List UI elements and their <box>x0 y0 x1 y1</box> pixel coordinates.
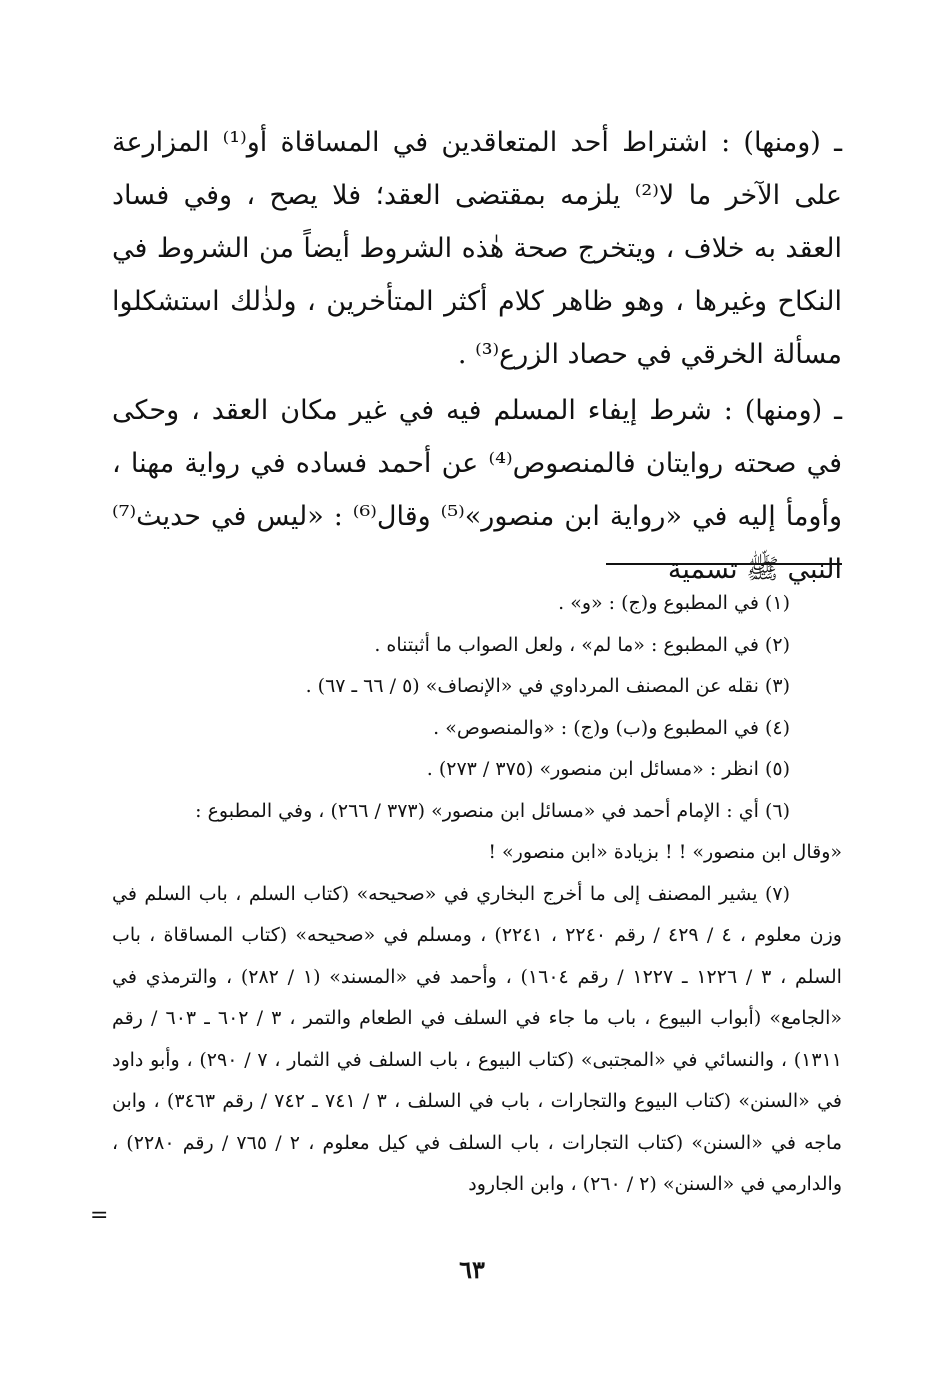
footnote-5: (٥) انظر : «مسائل ابن منصور» (٣٧٥ / ٢٧٣) . <box>426 758 790 780</box>
footnote-3: (٣) نقله عن المصنف المرداوي في «الإنصاف» (٥ / ٦٦ ـ ٦٧) . <box>305 675 790 697</box>
footnote-divider <box>606 563 842 565</box>
paragraph: ـ (ومنها) : اشتراط أحد المتعاقدين في المساقاة أو⁽¹⁾ المزارعة على الآخر ما لا⁽²⁾ يلزمه بمقتضى العقد؛ فلا يصح ، وفي فساد العقد به خلاف ، ويتخرج صحة هٰذه الشروط أيضاً من الشروط في النكاح وغيرها ، وهو ظاهر كلام أكثر المتأخرين ، ولذٰلك استشكلوا مسألة الخرقي في حصاد الزرع⁽³⁾ . <box>112 127 842 370</box>
footnote-6: (٦) أي : الإمام أحمد في «مسائل ابن منصور» (٣٧٣ / ٢٦٦) ، وفي المطبوع : <box>195 799 790 822</box>
footnote-2: (٢) في المطبوع : «ما لم» ، ولعل الصواب ما أثبتناه . <box>374 633 790 656</box>
paragraph: ـ (ومنها) : شرط إيفاء المسلم فيه في غير مكان العقد ، وحكى في صحته روايتان فالمنصوص⁽⁴⁾ عن أحمد فساده في رواية مهنا ، وأومأ إليه في «رواية ابن منصور»⁽⁵⁾ وقال⁽⁶⁾ : «ليس في حديث⁽⁷⁾ النبي ﷺ تسمية <box>112 395 843 585</box>
continuation-mark: = <box>90 1203 109 1228</box>
footnote-6-continuation: «وقال ابن منصور» ! ! بزيادة «ابن منصور» ! <box>488 841 842 863</box>
footnote-1: (١) في المطبوع و(ج) : «و» . <box>558 592 790 614</box>
page-number: ٦٣ <box>459 1255 485 1284</box>
footnote-7: (٧) يشير المصنف إلى ما أخرج البخاري في «صحيحه» (كتاب السلم ، باب السلم في وزن معلوم ، ٤ / ٤٢٩ / رقم ٢٢٤٠ ، ٢٢٤١) ، ومسلم في «صحيحه» (كتاب المساقاة ، باب السلم ، ٣ / ١٢٢٦ ـ ١٢٢٧ / رقم ١٦٠٤) ، وأحمد في «المسند» (١ / ٢٨٢) ، والترمذي في «الجامع» (أبواب البيوع ، باب ما جاء في السلف في الطعام والتمر ، ٣ / ٦٠٢ ـ ٦٠٣ / رقم ١٣١١) ، والنسائي في «المجتبى» (كتاب البيوع ، باب السلف في الثمار ، ٧ / ٢٩٠) ، وأبو داود في «السنن» (كتاب البيوع والتجارات ، باب في السلف ، ٣ / ٧٤١ ـ ٧٤٢ / رقم ٣٤٦٣) ، وابن ماجه في «السنن» (كتاب التجارات ، باب السلف في كيل معلوم ، ٢ / ٧٦٥ / رقم ٢٢٨٠) ، والدارمي في «السنن» (٢ / ٢٦٠) ، وابن الجارود <box>112 882 842 1195</box>
main-text <box>112 116 842 596</box>
footnote-4: (٤) في المطبوع و(ب) و(ج) : «والمنصوص» . <box>433 716 790 739</box>
footnotes <box>112 583 842 1206</box>
